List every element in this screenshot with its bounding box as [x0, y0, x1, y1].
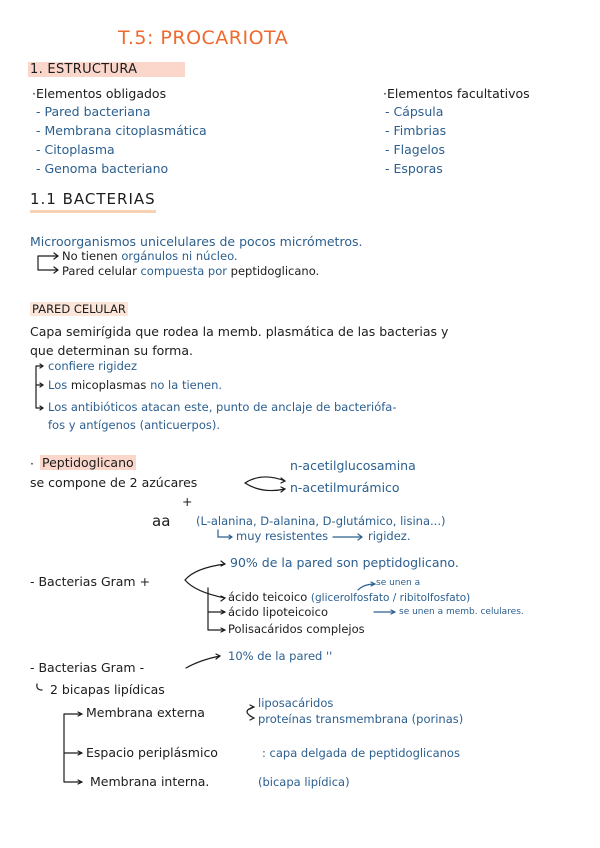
pared-heading: PARED CELULAR: [32, 302, 126, 316]
peptidoglicano-bullet: ·: [30, 456, 34, 471]
facultativos-heading: ·Elementos facultativos: [383, 86, 530, 101]
bacterias-point: No tienen orgánulos ni núcleo.: [62, 249, 238, 263]
peptidoglicano-heading: Peptidoglicano: [42, 455, 134, 470]
gram-positive-item: Polisacáridos complejos: [228, 622, 365, 636]
pared-point: confiere rigidez: [48, 359, 138, 373]
section-heading-bacterias: 1.1 BACTERIAS: [30, 190, 156, 213]
outer-membrane-component: proteínas transmembrana (porinas): [258, 712, 464, 726]
pared-point: fos y antígenos (anticuerpos).: [48, 418, 220, 432]
gram-positive-note: se unen a: [376, 578, 421, 588]
gram-positive-item-note: se unen a memb. celulares.: [399, 607, 524, 617]
obligados-item: - Pared bacteriana: [36, 104, 151, 119]
pared-description: que determinan su forma.: [30, 343, 193, 358]
outer-membrane-component: liposacáridos: [258, 696, 334, 710]
gram-negative-item: Membrana interna.: [90, 774, 210, 789]
gram-positive-item: ácido lipoteicoico: [228, 605, 328, 619]
facultativos-item: - Flagelos: [385, 142, 446, 157]
section-heading-estructura: 1. ESTRUCTURA: [28, 62, 185, 77]
peptidoglicano-compose: se compone de 2 azúcares: [30, 475, 198, 490]
inner-membrane-description: (bicapa lipídica): [258, 775, 350, 789]
obligados-heading: ·Elementos obligados: [32, 86, 167, 101]
plus-sign: +: [182, 494, 193, 509]
aa-label: aa: [152, 512, 171, 530]
gram-positive-label: - Bacterias Gram +: [30, 574, 151, 589]
pared-point: Los micoplasmas no la tienen.: [48, 378, 223, 392]
page-title: T.5: PROCARIOTA: [118, 27, 289, 49]
facultativos-item: - Fimbrias: [385, 123, 447, 138]
periplasm-description: : capa delgada de peptidoglicanos: [262, 746, 460, 760]
gram-negative-label: - Bacterias Gram -: [30, 660, 145, 675]
facultativos-item: - Esporas: [385, 161, 443, 176]
pared-description: Capa semirígida que rodea la memb. plasmática de las bacterias y: [30, 324, 449, 339]
gram-negative-item: Membrana externa: [86, 705, 205, 720]
facultativos-item: - Cápsula: [385, 104, 444, 119]
bicapas-label: 2 bicapas lipídicas: [50, 682, 165, 697]
aa-list: (L-alanina, D-alanina, D-glutámico, lisina...): [196, 514, 446, 528]
obligados-item: - Membrana citoplasmática: [36, 123, 207, 138]
obligados-item: - Genoma bacteriano: [36, 161, 169, 176]
bacterias-intro: Microorganismos unicelulares de pocos micrómetros.: [30, 234, 363, 249]
bacterias-point: Pared celular compuesta por peptidoglicano.: [62, 264, 320, 278]
gram-positive-item: ácido teicoico (glicerolfosfato / ribitolfosfato): [228, 590, 471, 604]
sugar-item: n-acetilglucosamina: [290, 458, 416, 473]
obligados-item: - Citoplasma: [36, 142, 115, 157]
aa-result: muy resistentes: [236, 529, 329, 543]
gram-negative-item: Espacio periplásmico: [86, 745, 218, 760]
aa-result-rigidez: rigidez.: [368, 529, 411, 543]
sugar-item: n-acetilmurámico: [290, 480, 400, 495]
pared-point: Los antibióticos atacan este, punto de anclaje de bacteriófa-: [48, 400, 397, 414]
gram-positive-top: 90% de la pared son peptidoglicano.: [230, 555, 459, 570]
gram-negative-note: 10% de la pared '': [228, 649, 333, 663]
